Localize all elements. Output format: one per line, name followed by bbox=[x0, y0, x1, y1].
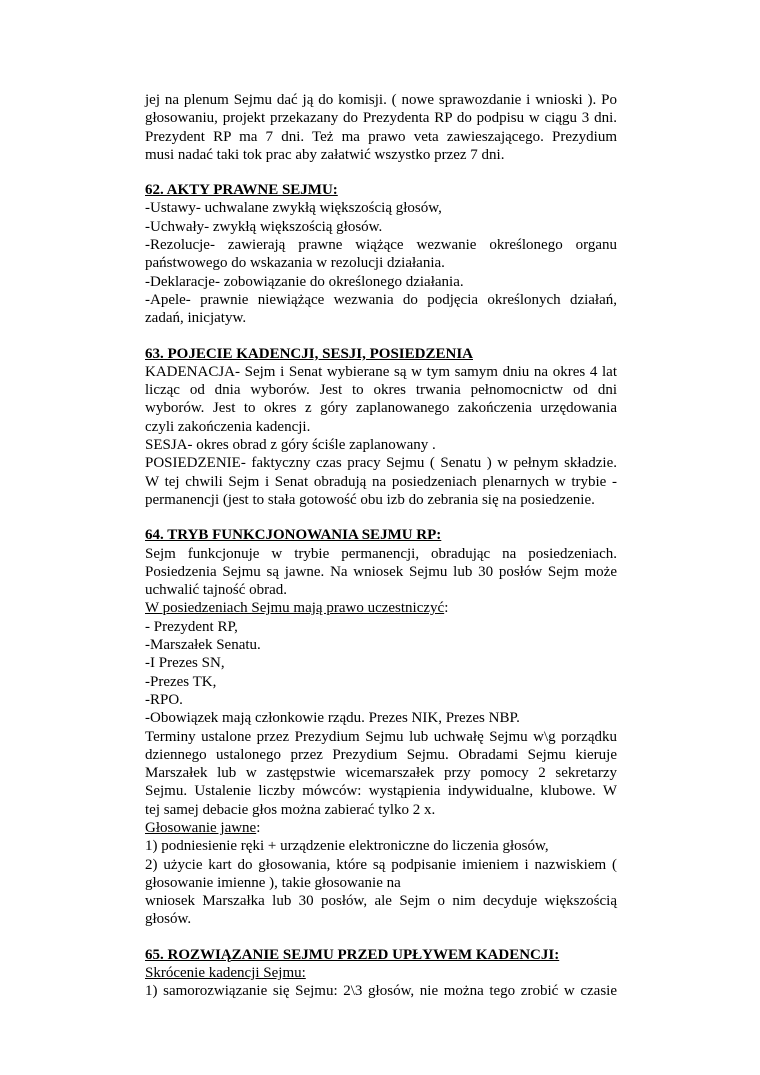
section-64-body bbox=[145, 545, 617, 929]
document-page bbox=[145, 91, 617, 1001]
text-line: Terminy ustalone przez Prezydium Sejmu lub uchwałę Sejmu w\g porządku bbox=[145, 728, 617, 745]
list-item: -Uchwały- zwykłą większością głosów. bbox=[145, 218, 383, 235]
text-line: SESJA- okres obrad z góry ściśle zaplanowany . bbox=[145, 437, 436, 454]
section-63-heading: 63. POJECIE KADENCJI, SESJI, POSIEDZENIA bbox=[145, 345, 473, 362]
text-line: wyborów. Jest to okres z góry zaplanowanego zakończenia urzędowania bbox=[145, 400, 617, 417]
text-line: permanencji (jest to stała gotowość obu izb do zebrania się na posiedzenie. bbox=[145, 491, 595, 508]
voting-label-text: Głosowanie jawne bbox=[145, 819, 257, 836]
text-line: 1) samorozwiązanie się Sejmu: 2\3 głosów, nie można tego zrobić w czasie bbox=[145, 983, 617, 1000]
subheading: Skrócenie kadencji Sejmu: bbox=[145, 965, 306, 982]
list-item: -Prezes TK, bbox=[145, 673, 217, 690]
list-item: zadań, inicjatyw. bbox=[145, 310, 247, 327]
section-63-body bbox=[145, 363, 617, 509]
list-item: -Apele- prawnie niewiążące wezwania do podjęcia określonych działań, bbox=[145, 291, 617, 308]
text-line: POSIEDZENIE- faktyczny czas pracy Sejmu ( Senatu ) w pełnym składzie. bbox=[145, 455, 617, 472]
list-item: -I Prezes SN, bbox=[145, 655, 225, 672]
list-item: 1) podniesienie ręki + urządzenie elektroniczne do liczenia głosów, bbox=[145, 838, 549, 855]
list-item: państwowego do wskazania w rezolucji działania. bbox=[145, 255, 445, 272]
text-line: jej na plenum Sejmu dać ją do komisji. ( nowe sprawozdanie i wnioski ). Po bbox=[145, 92, 617, 108]
voting-label bbox=[145, 819, 617, 837]
section-65-body bbox=[145, 964, 617, 1001]
list-item: 2) użycie kart do głosowania, które są podpisanie imieniem i nazwiskiem ( bbox=[145, 856, 617, 873]
text-line: Prezydent RP ma 7 dni. Też ma prawo veta zawieszającego. Prezydium bbox=[145, 128, 617, 145]
section-62-heading: 62. AKTY PRAWNE SEJMU: bbox=[145, 182, 338, 199]
list-item: głosowanie imienne ), takie głosowanie na bbox=[145, 874, 401, 891]
intro-paragraph bbox=[145, 91, 617, 164]
list-item: -Rezolucje- zawierają prawne wiążące wezwanie określonego organu bbox=[145, 237, 617, 254]
text-line: tej samej debacie głos można zabierać tylko 2 x. bbox=[145, 801, 436, 818]
section-65-heading: 65. ROZWIĄZANIE SEJMU PRZED UPŁYWEM KADENCJI: bbox=[145, 946, 560, 963]
list-item: -RPO. bbox=[145, 691, 183, 708]
list-item: -Obowiązek mają członkowie rządu. Prezes NIK, Prezes NBP. bbox=[145, 710, 520, 727]
section-64-heading: 64. TRYB FUNKCJONOWANIA SEJMU RP: bbox=[145, 527, 442, 544]
text-line: Posiedzenia Sejmu są jawne. Na wniosek Sejmu lub 30 posłów Sejm może bbox=[145, 563, 617, 580]
section-62-list bbox=[145, 199, 617, 327]
participants-label-text: W posiedzeniach Sejmu mają prawo uczestniczyć bbox=[145, 600, 445, 617]
text-line: musi nadać taki tok prac aby załatwić wszystko przez 7 dni. bbox=[145, 146, 505, 163]
text-line: uchwalić tajność obrad. bbox=[145, 582, 288, 599]
list-item: -Ustawy- uchwalane zwykłą większością głosów, bbox=[145, 200, 442, 217]
voting-label-colon: : bbox=[256, 819, 261, 836]
text-line: Sejmu. Ustalenie liczby mówców: wystąpienia indywidualne, klubowe. W bbox=[145, 783, 617, 800]
text-line: Sejm funkcjonuje w trybie permanencji, obradując na posiedzeniach. bbox=[145, 545, 617, 562]
list-item: wniosek Marszałka lub 30 posłów, ale Sejm o nim decyduje większością bbox=[145, 893, 617, 910]
text-line: licząc od dnia wyborów. Jest to okres trwania pełnomocnictw od dni bbox=[145, 382, 617, 399]
participants-label-colon: : bbox=[444, 600, 449, 617]
participants-label bbox=[145, 599, 617, 617]
list-item: -Deklaracje- zobowiązanie do określonego działania. bbox=[145, 273, 464, 290]
text-line: czyli zakończenia kadencji. bbox=[145, 418, 311, 435]
text-line: Marszałek lub w zastępstwie wicemarszałek przy pomocy 2 sekretarzy bbox=[145, 765, 617, 782]
list-item: głosów. bbox=[145, 911, 192, 928]
text-line: KADENACJA- Sejm i Senat wybierane są w tym samym dniu na okres 4 lat bbox=[145, 363, 617, 380]
text-line: W tej chwili Sejm i Senat obradują na posiedzeniach plenarnych w trybie - bbox=[145, 473, 617, 490]
list-item: - Prezydent RP, bbox=[145, 618, 238, 635]
list-item: -Marszałek Senatu. bbox=[145, 637, 261, 654]
text-line: głosowaniu, projekt przekazany do Prezydenta RP do podpisu w ciągu 3 dni. bbox=[145, 110, 617, 127]
text-line: dziennego ustalonego przez Prezydium Sejmu. Obradami Sejmu kieruje bbox=[145, 746, 617, 763]
